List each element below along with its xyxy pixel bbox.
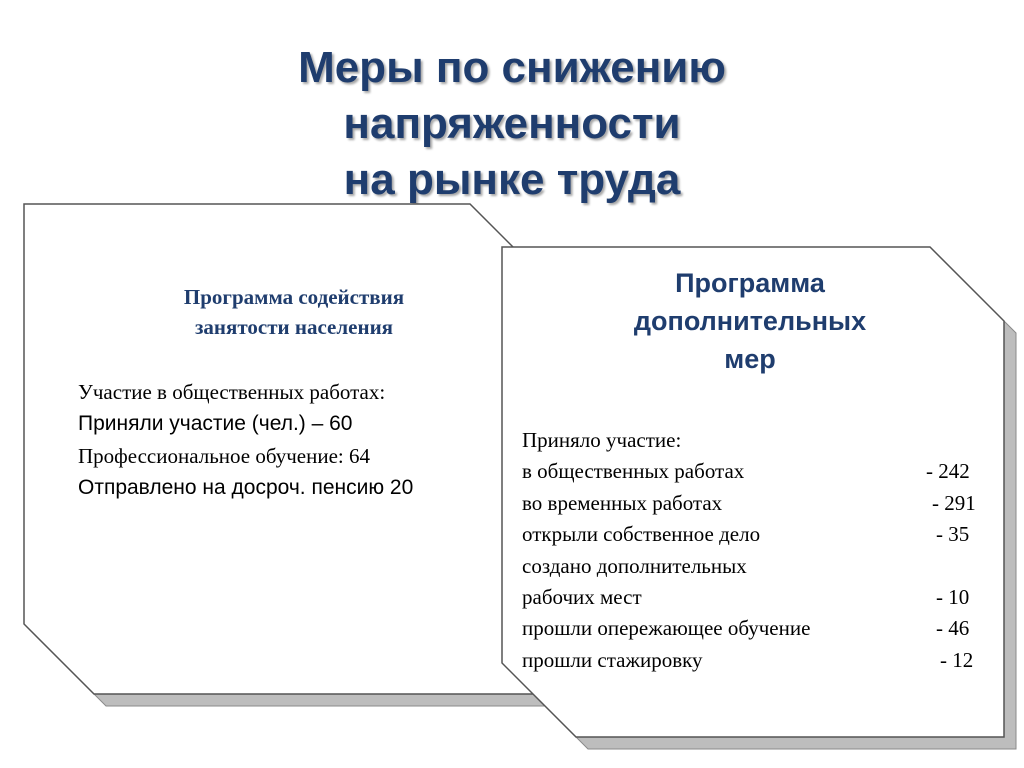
row-value: - 46 xyxy=(936,616,970,641)
row-value: - 242 xyxy=(926,459,970,484)
row-label: создано дополнительных xyxy=(522,553,747,578)
table-row xyxy=(522,488,990,519)
card-heading xyxy=(104,282,484,342)
table-row xyxy=(522,645,990,676)
table-row xyxy=(522,519,990,550)
row-value: - 35 xyxy=(936,522,970,547)
list-item: Отправлено на досроч. пенсию 20 xyxy=(78,476,414,499)
table-row xyxy=(522,613,990,644)
table-row xyxy=(522,582,990,613)
title-line: на рынке труда xyxy=(343,155,681,204)
list-item: Профессиональное обучение: 64 xyxy=(78,444,371,468)
row-label: в общественных работах xyxy=(522,459,745,484)
heading-line: Программа содействия xyxy=(183,285,405,309)
table-row xyxy=(522,456,990,487)
heading-line: дополнительных xyxy=(633,306,867,336)
card-body xyxy=(522,425,990,676)
card-body xyxy=(78,376,413,504)
row-label: во временных работах xyxy=(522,490,723,515)
heading-line: Программа xyxy=(675,268,825,298)
additional-measures-card xyxy=(502,247,1008,741)
table-row xyxy=(522,551,990,582)
intro-line xyxy=(522,425,990,456)
heading-line: мер xyxy=(724,344,776,374)
title-line: Меры по снижению xyxy=(298,43,726,92)
row-label: открыли собственное дело xyxy=(522,522,761,547)
row-label: рабочих мест xyxy=(522,584,642,609)
title-line: напряженности xyxy=(343,99,681,148)
row-value: - 12 xyxy=(940,647,974,672)
row-value: - 10 xyxy=(936,584,970,609)
list-item: Участие в общественных работах: xyxy=(78,380,386,404)
slide-title xyxy=(0,40,1024,208)
employment-program-card xyxy=(24,204,544,698)
card-heading xyxy=(542,264,958,378)
row-label: прошли опережающее обучение xyxy=(522,616,811,641)
row-value: - 291 xyxy=(932,490,976,515)
intro-label: Приняло участие: xyxy=(522,428,682,452)
heading-line: занятости населения xyxy=(194,315,394,339)
list-item: Приняли участие (чел.) – 60 xyxy=(78,412,353,435)
row-label: прошли стажировку xyxy=(522,647,703,672)
